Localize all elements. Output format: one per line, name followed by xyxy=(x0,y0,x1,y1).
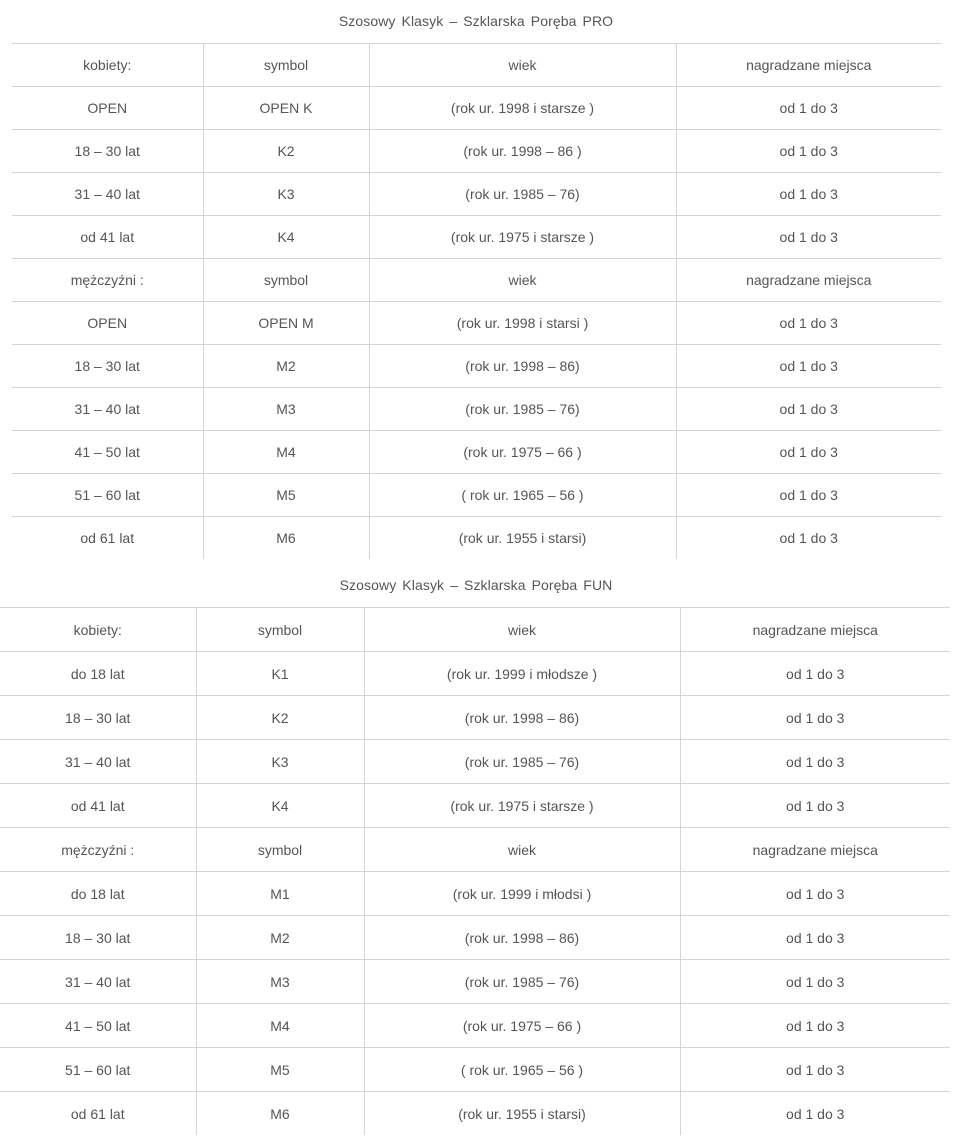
category-cell: od 61 lat xyxy=(80,530,135,546)
category-cell: OPEN xyxy=(12,302,203,345)
category-cell: 31 – 40 lat xyxy=(0,740,196,784)
symbol-cell: M2 xyxy=(196,916,364,960)
age-cell: (rok ur. 1998 – 86 ) xyxy=(369,130,676,173)
symbol-cell: symbol xyxy=(196,828,364,872)
category-cell: od 61 lat xyxy=(70,1105,125,1122)
category-cell: 31 – 40 lat xyxy=(0,960,196,1004)
category-cell: 18 – 30 lat xyxy=(12,130,203,173)
category-cell: 51 – 60 lat xyxy=(12,474,203,517)
places-cell: od 1 do 3 xyxy=(680,872,950,916)
category-cell: kobiety: xyxy=(0,608,196,652)
age-cell: (rok ur. 1985 – 76) xyxy=(369,388,676,431)
places-cell: od 1 do 3 xyxy=(676,87,941,130)
category-cell: od 41 lat xyxy=(12,216,203,259)
category-cell: 51 – 60 lat xyxy=(0,1048,196,1092)
table-row xyxy=(12,302,941,345)
places-cell: od 1 do 3 xyxy=(680,740,950,784)
table-row xyxy=(0,960,950,1004)
category-cell: do 18 lat xyxy=(0,872,196,916)
table-row xyxy=(12,474,941,517)
places-cell: od 1 do 3 xyxy=(676,173,941,216)
table-header-row xyxy=(0,608,950,652)
age-cell: wiek xyxy=(364,608,680,652)
table-row xyxy=(0,872,950,916)
table-row xyxy=(0,696,950,740)
age-cell: (rok ur. 1955 i starsi) xyxy=(369,517,676,560)
age-cell: (rok ur. 1985 – 76) xyxy=(364,740,680,784)
symbol-cell: K1 xyxy=(196,652,364,696)
age-cell: (rok ur. 1985 – 76) xyxy=(364,960,680,1004)
fun-table-body xyxy=(0,608,950,1136)
table-header-row xyxy=(0,828,950,872)
symbol-cell: OPEN K xyxy=(203,87,369,130)
symbol-cell: M3 xyxy=(203,388,369,431)
table-row xyxy=(0,784,950,828)
table-row xyxy=(12,173,941,216)
places-cell: od 1 do 3 xyxy=(676,431,941,474)
age-cell: (rok ur. 1975 – 66 ) xyxy=(364,1004,680,1048)
places-cell: nagradzane miejsca xyxy=(680,828,950,872)
fun-categories-table xyxy=(0,607,950,1135)
table-row xyxy=(12,130,941,173)
category-cell: mężczyźni : xyxy=(12,259,203,302)
places-cell: od 1 do 3 xyxy=(680,1004,950,1048)
category-cell: 18 – 30 lat xyxy=(0,696,196,740)
age-cell: (rok ur. 1998 – 86) xyxy=(364,696,680,740)
pro-table-body xyxy=(12,44,941,560)
category-cell: kobiety: xyxy=(12,44,203,87)
category-cell: 18 – 30 lat xyxy=(12,345,203,388)
symbol-cell: M1 xyxy=(196,872,364,916)
places-cell: od 1 do 3 xyxy=(676,130,941,173)
age-cell: (rok ur. 1955 i starsi) xyxy=(364,1092,680,1136)
category-cell: 31 – 40 lat xyxy=(12,388,203,431)
age-cell: wiek xyxy=(364,828,680,872)
table-row xyxy=(12,87,941,130)
category-cell: od 41 lat xyxy=(0,784,196,828)
category-cell: mężczyźni : xyxy=(0,828,196,872)
symbol-cell: M5 xyxy=(203,474,369,517)
table-row xyxy=(0,1004,950,1048)
table-header-row xyxy=(12,44,941,87)
symbol-cell: K3 xyxy=(196,740,364,784)
places-cell: od 1 do 3 xyxy=(676,388,941,431)
places-cell: od 1 do 3 xyxy=(676,216,941,259)
table-row xyxy=(0,652,950,696)
table-row xyxy=(12,388,941,431)
age-cell: (rok ur. 1975 – 66 ) xyxy=(369,431,676,474)
table-row xyxy=(12,216,941,259)
age-cell: wiek xyxy=(369,259,676,302)
places-cell: od 1 do 3 xyxy=(680,696,950,740)
places-cell: od 1 do 3 xyxy=(680,784,950,828)
symbol-cell: M2 xyxy=(203,345,369,388)
places-cell: od 1 do 3 xyxy=(680,652,950,696)
places-cell: od 1 do 3 xyxy=(676,517,941,560)
places-cell: od 1 do 3 xyxy=(680,960,950,1004)
category-cell: 31 – 40 lat xyxy=(12,173,203,216)
symbol-cell: symbol xyxy=(203,259,369,302)
fun-section-title: Szosowy Klasyk – Szklarska Poręba FUN xyxy=(339,577,613,593)
age-cell: (rok ur. 1998 – 86) xyxy=(369,345,676,388)
age-cell: (rok ur. 1998 – 86) xyxy=(364,916,680,960)
symbol-cell: M6 xyxy=(203,517,369,560)
pro-categories-table xyxy=(12,43,941,559)
table-header-row xyxy=(12,259,941,302)
pro-section-title: Szosowy Klasyk – Szklarska Poręba PRO xyxy=(338,13,614,29)
age-cell: (rok ur. 1998 i starsze ) xyxy=(369,87,676,130)
age-cell: (rok ur. 1975 i starsze ) xyxy=(364,784,680,828)
category-cell: 41 – 50 lat xyxy=(12,431,203,474)
age-cell: (rok ur. 1985 – 76) xyxy=(369,173,676,216)
age-cell: (rok ur. 1998 i starsi ) xyxy=(369,302,676,345)
places-cell: nagradzane miejsca xyxy=(676,259,941,302)
symbol-cell: M4 xyxy=(203,431,369,474)
places-cell: od 1 do 3 xyxy=(676,302,941,345)
table-row xyxy=(0,740,950,784)
symbol-cell: OPEN M xyxy=(203,302,369,345)
age-cell: ( rok ur. 1965 – 56 ) xyxy=(369,474,676,517)
places-cell: nagradzane miejsca xyxy=(680,608,950,652)
table-row xyxy=(0,1048,950,1092)
age-cell: wiek xyxy=(369,44,676,87)
places-cell: nagradzane miejsca xyxy=(676,44,941,87)
symbol-cell: K4 xyxy=(203,216,369,259)
table-row xyxy=(0,916,950,960)
table-row xyxy=(12,431,941,474)
symbol-cell: M5 xyxy=(196,1048,364,1092)
places-cell: od 1 do 3 xyxy=(676,345,941,388)
symbol-cell: K2 xyxy=(203,130,369,173)
table-row xyxy=(12,517,941,560)
symbol-cell: M6 xyxy=(196,1092,364,1136)
symbol-cell: K2 xyxy=(196,696,364,740)
symbol-cell: symbol xyxy=(203,44,369,87)
symbol-cell: symbol xyxy=(196,608,364,652)
table-row xyxy=(12,345,941,388)
age-cell: ( rok ur. 1965 – 56 ) xyxy=(364,1048,680,1092)
age-cell: (rok ur. 1999 i młodsze ) xyxy=(364,652,680,696)
places-cell: od 1 do 3 xyxy=(676,474,941,517)
category-cell: 18 – 30 lat xyxy=(0,916,196,960)
places-cell: od 1 do 3 xyxy=(680,1048,950,1092)
age-cell: (rok ur. 1999 i młodsi ) xyxy=(364,872,680,916)
symbol-cell: M3 xyxy=(196,960,364,1004)
category-cell: 41 – 50 lat xyxy=(0,1004,196,1048)
symbol-cell: M4 xyxy=(196,1004,364,1048)
category-cell: do 18 lat xyxy=(0,652,196,696)
places-cell: od 1 do 3 xyxy=(680,916,950,960)
symbol-cell: K3 xyxy=(203,173,369,216)
places-cell: od 1 do 3 xyxy=(680,1092,950,1136)
category-cell: OPEN xyxy=(12,87,203,130)
symbol-cell: K4 xyxy=(196,784,364,828)
age-cell: (rok ur. 1975 i starsze ) xyxy=(369,216,676,259)
table-row xyxy=(0,1092,950,1136)
